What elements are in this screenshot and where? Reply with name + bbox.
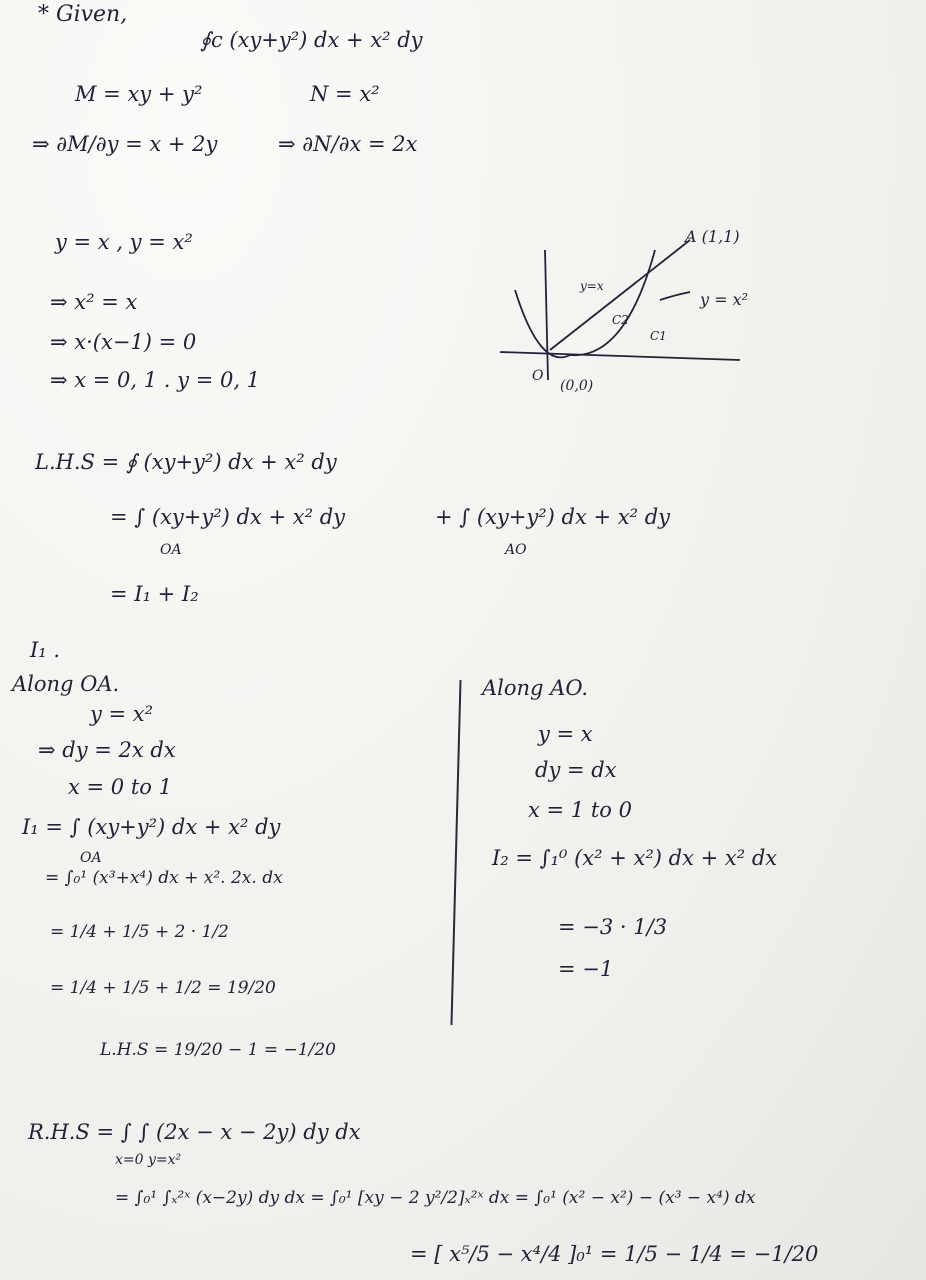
lhs-line-2b-sub: AO [505, 542, 527, 558]
curve-equations: y = x , y = x² [55, 230, 193, 254]
dm-dy: ⇒ ∂M/∂y = x + 2y [32, 132, 218, 156]
ao-dy: dy = dx [535, 758, 617, 782]
i1-heading: I₁ . [30, 638, 61, 662]
intersection-step-2: ⇒ x·(x−1) = 0 [50, 330, 197, 354]
x-axis [500, 352, 740, 360]
ao-range: x = 1 to 0 [528, 798, 632, 822]
rhs-line-2: = ∫₀¹ ∫ₓ²ˣ (x−2y) dy dx = ∫₀¹ [xy − 2 y²/2]ₓ²ˣ dx = ∫₀¹ (x² − x²) − (x³ − x⁴) dx [115, 1188, 756, 1208]
i1-integral: I₁ = ∫ (xy+y²) dx + x² dy [22, 815, 281, 839]
parabola-label: y = x² [700, 290, 749, 309]
lhs-line-1: L.H.S = ∮ (xy+y²) dx + x² dy [35, 450, 337, 474]
region-sketch-lines [500, 240, 740, 380]
line-y-equals-x [550, 240, 690, 350]
m-definition: M = xy + y² [75, 82, 203, 106]
rhs-line-3: = [ x⁵/5 − x⁴/4 ]₀¹ = 1/5 − 1/4 = −1/20 [410, 1242, 819, 1266]
intersection-step-3: ⇒ x = 0, 1 . y = 0, 1 [50, 368, 261, 392]
i1-step-3: = 1/4 + 1/5 + 1/2 = 19/20 [50, 978, 276, 998]
i2-step-2: = −1 [558, 957, 614, 981]
n-definition: N = x² [310, 82, 380, 106]
dn-dx: ⇒ ∂N/∂x = 2x [278, 132, 418, 156]
region-sketch [500, 220, 800, 410]
i2-step-1: = −3 · 1/3 [558, 915, 668, 939]
rhs-line-1-sub: x=0 y=x² [115, 1152, 182, 1168]
c2-label: C2 [612, 313, 629, 327]
rhs-line-1: R.H.S = ∫ ∫ (2x − x − 2y) dy dx [28, 1120, 361, 1144]
i1-step-2: = 1/4 + 1/5 + 2 · 1/2 [50, 922, 229, 942]
origin-label: O [532, 368, 544, 384]
y-axis [545, 250, 548, 380]
i1-integral-sub: OA [80, 850, 102, 866]
along-oa-label: Along OA. [12, 672, 120, 696]
lhs-line-2b: + ∫ (xy+y²) dx + x² dy [435, 505, 671, 529]
pointer-arrow [660, 292, 690, 300]
line-label: y=x [580, 279, 604, 293]
lhs-line-3: = I₁ + I₂ [110, 582, 199, 606]
lhs-line-2a-sub: OA [160, 542, 182, 558]
i2-integral: I₂ = ∫₁⁰ (x² + x²) dx + x² dx [492, 846, 778, 870]
intersection-step-1: ⇒ x² = x [50, 290, 138, 314]
point-a-label: A (1,1) [685, 227, 740, 246]
ao-y-equation: y = x [538, 722, 593, 746]
along-ao-label: Along AO. [482, 676, 588, 700]
lhs-result: L.H.S = 19/20 − 1 = −1/20 [100, 1040, 336, 1060]
c1-label: C1 [650, 329, 667, 343]
parabola-curve [515, 250, 655, 357]
given-integral: ∮c (xy+y²) dx + x² dy [200, 28, 423, 52]
column-divider [450, 680, 461, 1025]
lhs-line-2a: = ∫ (xy+y²) dx + x² dy [110, 505, 346, 529]
given-label: * Given, [38, 2, 128, 27]
oa-y-equation: y = x² [90, 702, 154, 726]
oa-range: x = 0 to 1 [68, 775, 172, 799]
origin-coordinate: (0,0) [560, 378, 594, 394]
oa-dy: ⇒ dy = 2x dx [38, 738, 176, 762]
i1-step-1: = ∫₀¹ (x³+x⁴) dx + x². 2x. dx [45, 868, 283, 888]
